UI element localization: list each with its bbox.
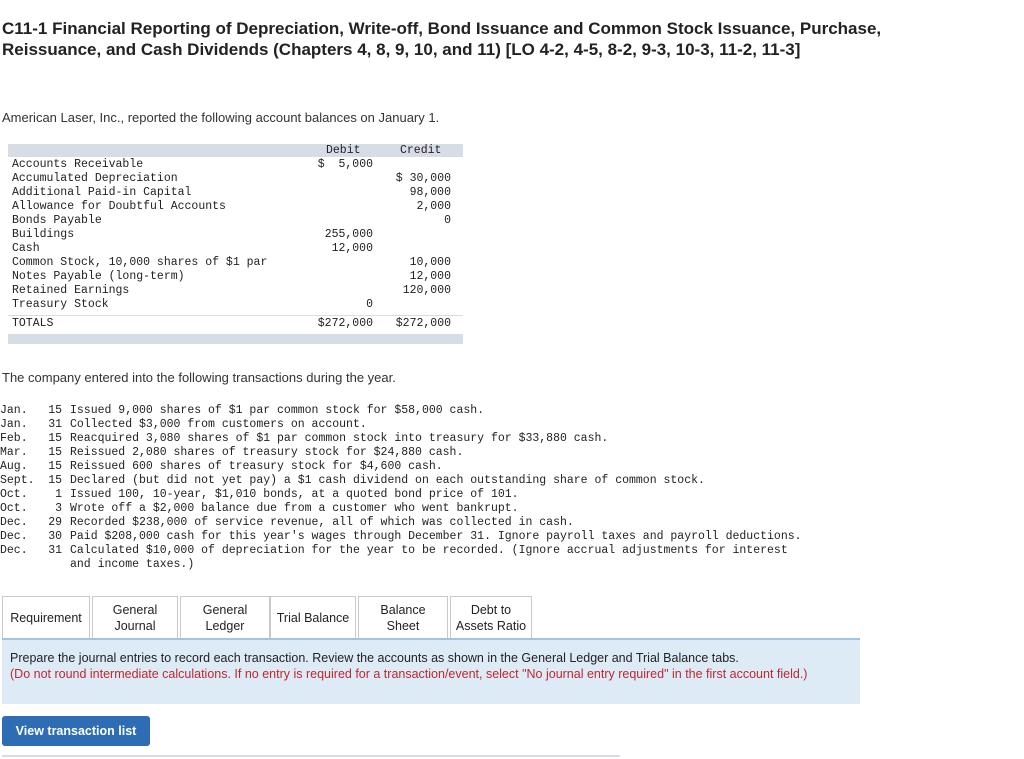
balance-row	[8, 242, 463, 256]
transaction-text: Issued 100, 10-year, $1,010 bonds, at a quoted bond price of 101.	[70, 488, 519, 501]
tab-requirement[interactable]	[2, 596, 90, 638]
balance-credit: $ 30,000	[395, 172, 451, 185]
transaction-day: 29	[48, 516, 62, 529]
balance-credit: 10,000	[409, 256, 451, 269]
balance-account: Common Stock, 10,000 shares of $1 par	[12, 256, 268, 269]
balance-account: Buildings	[12, 228, 75, 241]
transaction-month: Oct.	[0, 488, 28, 501]
transaction-row	[0, 474, 1020, 488]
transaction-day: 15	[48, 432, 62, 445]
tab-label-line2: Sheet	[386, 618, 420, 633]
transaction-month: Feb.	[0, 432, 28, 445]
transaction-row	[0, 432, 1020, 446]
balance-row	[8, 186, 463, 200]
balance-row	[8, 214, 463, 228]
balance-credit: 98,000	[409, 186, 451, 199]
transaction-row	[0, 530, 1020, 544]
balance-account: Treasury Stock	[12, 298, 109, 311]
balance-row	[8, 270, 463, 284]
balance-row	[8, 256, 463, 270]
balance-row	[8, 298, 463, 312]
tab-label-line1: Balance	[380, 602, 426, 617]
instructions-panel	[2, 640, 860, 704]
transaction-day: 15	[48, 474, 62, 487]
transaction-month: Oct.	[0, 502, 28, 515]
transaction-month: Dec.	[0, 530, 28, 543]
transaction-month: Dec.	[0, 544, 28, 557]
balance-debit: 12,000	[331, 242, 373, 255]
tab-general-journal[interactable]	[92, 596, 178, 638]
transaction-month: Dec.	[0, 516, 28, 529]
balance-account: Retained Earnings	[12, 284, 130, 297]
transaction-day: 30	[48, 530, 62, 543]
transaction-text: Reacquired 3,080 shares of $1 par common stock into treasury for $33,880 cash.	[70, 432, 609, 445]
balance-row	[8, 284, 463, 298]
transaction-text: Reissued 2,080 shares of treasury stock for $24,880 cash.	[70, 446, 464, 459]
tab-label-line1: Debt to	[470, 602, 512, 617]
transactions-list	[0, 404, 1020, 572]
totals-divider	[8, 315, 463, 316]
tab-debt-to-assets-ratio[interactable]	[450, 596, 532, 638]
transaction-text: Recorded $238,000 of service revenue, all of which was collected in cash.	[70, 516, 574, 529]
instructions-main: Prepare the journal entries to record each transaction. Review the accounts as shown in the General Ledger and Trial Balance tabs.	[10, 651, 739, 665]
transaction-day: 3	[55, 502, 62, 515]
content-divider	[2, 755, 620, 757]
transaction-day: 15	[48, 460, 62, 473]
tab-general-ledger[interactable]	[180, 596, 270, 638]
balance-account: Notes Payable (long-term)	[12, 270, 185, 283]
balance-account: Allowance for Doubtful Accounts	[12, 200, 226, 213]
balance-row	[8, 200, 463, 214]
transaction-text: Declared (but did not yet pay) a $1 cash dividend on each outstanding share of common stock.	[70, 474, 705, 487]
transaction-row	[0, 446, 1020, 460]
table-header-bar	[8, 144, 463, 157]
transaction-row	[0, 418, 1020, 432]
balance-account: Additional Paid-in Capital	[12, 186, 192, 199]
balance-credit: 12,000	[409, 270, 451, 283]
tab-trial-balance[interactable]	[270, 596, 356, 638]
tab-label-line2: Assets Ratio	[455, 618, 527, 633]
tab-label-line2: Ledger	[205, 618, 245, 633]
totals-row	[8, 317, 463, 331]
transaction-month: Mar.	[0, 446, 28, 459]
tab-label-line1: Trial Balance	[276, 610, 350, 625]
transaction-text: and income taxes.)	[70, 558, 195, 571]
tab-label-line2: Journal	[114, 618, 156, 633]
transaction-text: Reissued 600 shares of treasury stock for $4,600 cash.	[70, 460, 443, 473]
balance-account: Accounts Receivable	[12, 158, 144, 171]
balance-debit: 255,000	[324, 228, 373, 241]
transaction-day: 15	[48, 404, 62, 417]
transactions-intro: The company entered into the following transactions during the year.	[2, 370, 396, 385]
debit-header: Debit	[326, 144, 361, 157]
transaction-row	[0, 460, 1020, 474]
account-balances-table	[8, 144, 463, 344]
transaction-day: 31	[48, 418, 62, 431]
transaction-text: Paid $208,000 cash for this year's wages through December 31. Ignore payroll taxes and payroll deductions.	[70, 530, 802, 543]
balance-row	[8, 228, 463, 242]
balance-row	[8, 172, 463, 186]
balance-credit: 120,000	[402, 284, 451, 297]
instructions-note: (Do not round intermediate calculations. If no entry is required for a transaction/event, select "No journal entry required" in the first account field.)	[10, 667, 808, 681]
view-transaction-list-button[interactable]: View transaction list	[2, 716, 150, 746]
transaction-day: 1	[55, 488, 62, 501]
balance-account: Cash	[12, 242, 40, 255]
transaction-month: Jan.	[0, 418, 28, 431]
problem-title: C11-1 Financial Reporting of Depreciation, Write-off, Bond Issuance and Common Stock Issuance, Purchase, Reissuance, and Cash Dividends (Chapters 4, 8, 9, 10, and 11) [LO 4-2, 4-5, 8-2, 9-3, 10-3, 11-2, 11-3]	[2, 19, 882, 59]
balance-account: Bonds Payable	[12, 214, 102, 227]
transaction-day: 31	[48, 544, 62, 557]
transaction-row	[0, 516, 1020, 530]
balance-row	[8, 158, 463, 172]
transaction-month: Jan.	[0, 404, 28, 417]
tab-label-line1: Requirement	[10, 610, 82, 625]
balance-debit: $ 5,000	[317, 158, 373, 171]
transaction-month: Aug.	[0, 460, 28, 473]
transaction-text: Wrote off a $2,000 balance due from a customer who went bankrupt.	[70, 502, 519, 515]
balance-account: Accumulated Depreciation	[12, 172, 178, 185]
transaction-row	[0, 544, 1020, 558]
transaction-text: Calculated $10,000 of depreciation for the year to be recorded. (Ignore accrual adjustments for interest	[70, 544, 788, 557]
tab-label-line1: General	[112, 602, 158, 617]
transaction-day: 15	[48, 446, 62, 459]
transaction-text: Collected $3,000 from customers on account.	[70, 418, 367, 431]
balance-credit: 2,000	[416, 200, 451, 213]
totals-credit: $272,000	[395, 317, 451, 330]
tab-label-line1: General	[202, 602, 248, 617]
tab-balance-sheet[interactable]	[358, 596, 448, 638]
transaction-row	[0, 404, 1020, 418]
table-footer-bar	[8, 334, 463, 344]
transaction-row	[0, 558, 1020, 572]
balance-debit: 0	[366, 298, 373, 311]
balance-credit: 0	[444, 214, 451, 227]
transaction-text: Issued 9,000 shares of $1 par common stock for $58,000 cash.	[70, 404, 485, 417]
credit-header: Credit	[400, 144, 442, 157]
transaction-month: Sept.	[0, 474, 35, 487]
transaction-row	[0, 502, 1020, 516]
totals-label: TOTALS	[12, 317, 54, 330]
transaction-row	[0, 488, 1020, 502]
totals-debit: $272,000	[317, 317, 373, 330]
intro-text: American Laser, Inc., reported the following account balances on January 1.	[2, 110, 440, 125]
